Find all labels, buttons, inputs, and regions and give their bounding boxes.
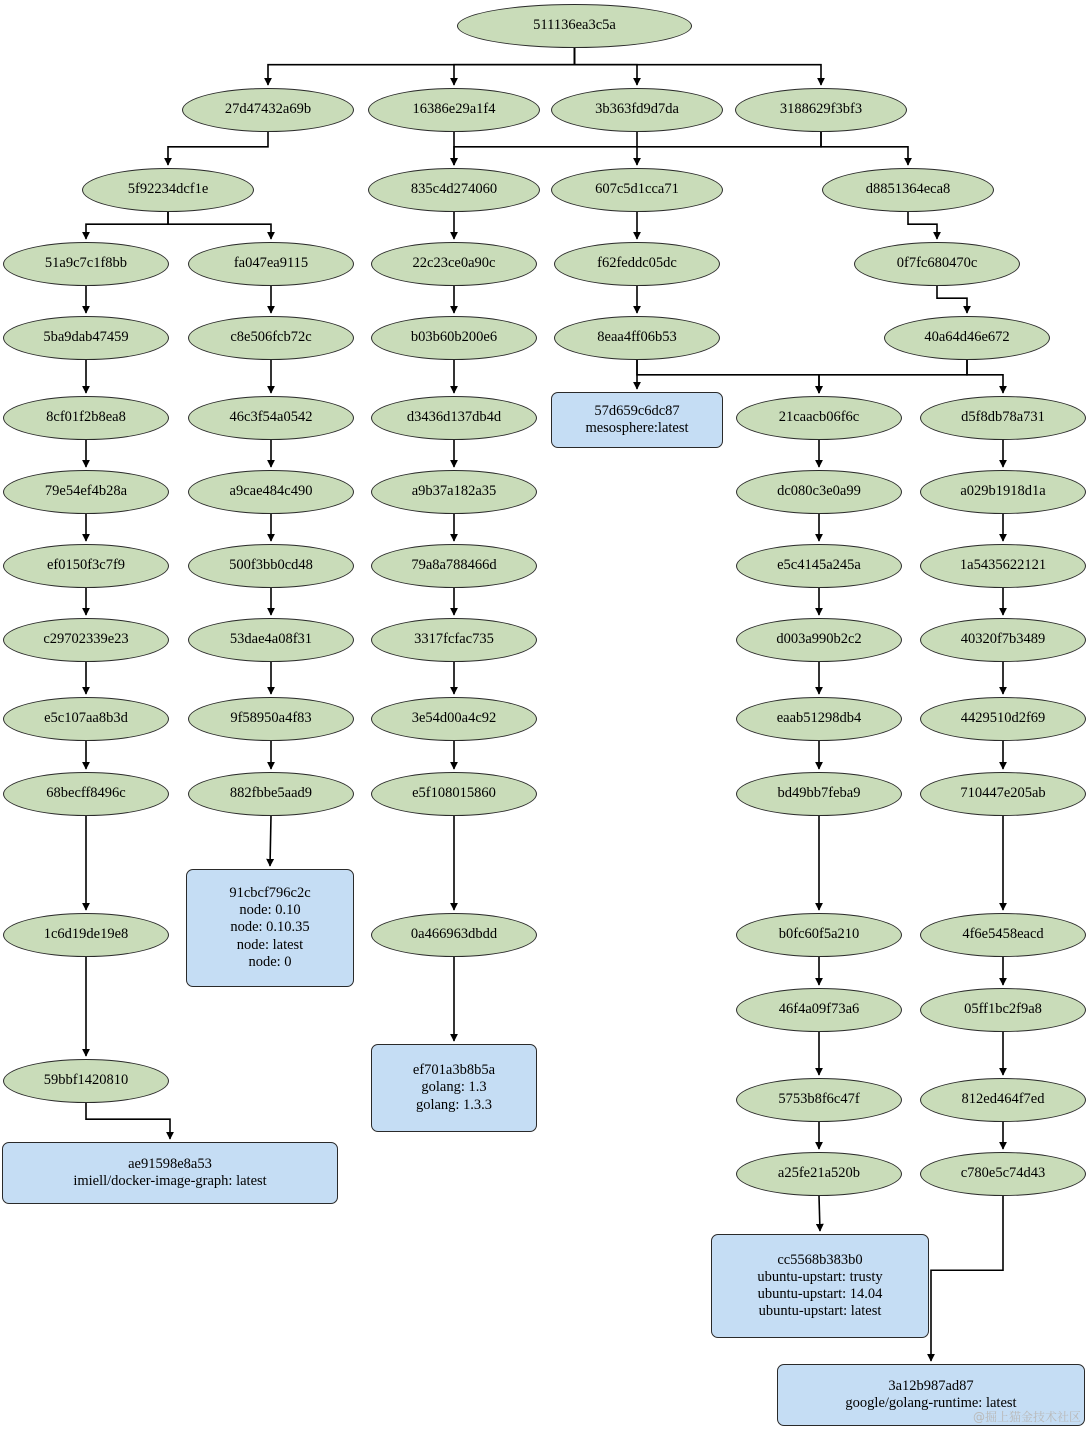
- image-layer-node[interactable]: [371, 544, 537, 588]
- node-id-label: a9cae484c490: [229, 483, 313, 500]
- tagged-image-node[interactable]: [551, 392, 723, 448]
- image-layer-node[interactable]: [3, 618, 169, 662]
- image-layer-node[interactable]: [3, 242, 169, 286]
- image-layer-node[interactable]: [736, 618, 902, 662]
- node-tag-label: ubuntu-upstart: 14.04: [757, 1286, 883, 1302]
- node-tag-label: mesosphere:latest: [585, 420, 689, 436]
- node-id-label: 5753b8f6c47f: [778, 1091, 860, 1108]
- node-tag-label: ubuntu-upstart: trusty: [757, 1268, 883, 1285]
- tagged-image-node[interactable]: [2, 1142, 338, 1204]
- node-id-label: bd49bb7feba9: [777, 785, 861, 802]
- image-layer-node[interactable]: [3, 316, 169, 360]
- image-layer-node[interactable]: [371, 913, 537, 957]
- image-layer-node[interactable]: [3, 697, 169, 741]
- node-id-label: 710447e205ab: [960, 785, 1046, 802]
- node-id-label: 511136ea3c5a: [533, 17, 616, 34]
- node-id-label: 1a5435622121: [959, 557, 1047, 574]
- image-layer-node[interactable]: [920, 772, 1086, 816]
- node-id-label: d5f8db78a731: [961, 409, 1045, 426]
- image-layer-node[interactable]: [736, 988, 902, 1032]
- image-layer-node[interactable]: [371, 396, 537, 440]
- image-layer-node[interactable]: [182, 88, 354, 132]
- node-id-label: c8e506fcb72c: [230, 329, 312, 346]
- image-layer-node[interactable]: [736, 1152, 902, 1196]
- image-layer-node[interactable]: [3, 470, 169, 514]
- node-id-label: 882fbbe5aad9: [229, 785, 313, 802]
- node-id-label: fa047ea9115: [233, 255, 309, 272]
- node-id-label: 68becff8496c: [46, 785, 126, 802]
- node-id-label: 3a12b987ad87: [888, 1377, 974, 1394]
- node-id-label: a25fe21a520b: [777, 1165, 861, 1182]
- image-layer-node[interactable]: [188, 618, 354, 662]
- node-tag-label: golang: 1.3: [421, 1079, 487, 1096]
- node-tag-label: node: 0.10.35: [230, 919, 310, 936]
- node-tag-label: golang: 1.3.3: [415, 1096, 493, 1113]
- node-id-label: 3188629f3bf3: [779, 101, 863, 118]
- node-id-label: d8851364eca8: [865, 181, 951, 198]
- image-layer-node[interactable]: [920, 544, 1086, 588]
- node-id-label: 5f92234dcf1e: [127, 181, 209, 198]
- image-layer-node[interactable]: [884, 316, 1050, 360]
- node-id-label: 607c5d1cca71: [595, 181, 679, 198]
- image-layer-node[interactable]: [368, 168, 540, 212]
- node-id-label: 0f7fc680470c: [896, 255, 978, 272]
- node-id-label: 22c23ce0a90c: [412, 255, 496, 272]
- node-id-label: 3e54d00a4c92: [411, 710, 497, 727]
- image-layer-node[interactable]: [188, 242, 354, 286]
- watermark: @掘上猫金技术社区: [972, 1410, 1081, 1424]
- node-id-label: d3436d137db4d: [406, 409, 502, 426]
- image-layer-node[interactable]: [3, 544, 169, 588]
- node-id-label: c29702339e23: [43, 631, 129, 648]
- node-id-label: 57d659c6dc87: [594, 402, 680, 419]
- node-id-label: e5f108015860: [412, 785, 496, 802]
- image-layer-node[interactable]: [920, 618, 1086, 662]
- image-layer-node[interactable]: [920, 396, 1086, 440]
- node-id-label: c780e5c74d43: [960, 1165, 1046, 1182]
- node-id-label: 53dae4a08f31: [229, 631, 313, 648]
- image-layer-node[interactable]: [920, 913, 1086, 957]
- image-layer-node[interactable]: [371, 242, 537, 286]
- image-layer-node[interactable]: [736, 470, 902, 514]
- node-id-label: 0a466963dbdd: [410, 926, 498, 943]
- node-id-label: b03b60b200e6: [410, 329, 498, 346]
- image-layer-node[interactable]: [188, 470, 354, 514]
- image-layer-node[interactable]: [188, 697, 354, 741]
- image-layer-node[interactable]: [736, 697, 902, 741]
- node-id-label: d003a990b2c2: [776, 631, 862, 648]
- image-layer-node[interactable]: [551, 168, 723, 212]
- node-id-label: 91cbcf796c2c: [229, 885, 311, 902]
- image-layer-node[interactable]: [736, 544, 902, 588]
- node-id-label: ef0150f3c7f9: [46, 557, 126, 574]
- image-layer-node[interactable]: [82, 168, 254, 212]
- image-layer-node[interactable]: [736, 772, 902, 816]
- image-layer-node[interactable]: [920, 697, 1086, 741]
- image-layer-node[interactable]: [736, 1078, 902, 1122]
- node-id-label: e5c107aa8b3d: [44, 710, 128, 727]
- image-layer-node[interactable]: [371, 316, 537, 360]
- image-layer-node[interactable]: [371, 470, 537, 514]
- node-tag-label: node: 0.10: [239, 902, 301, 919]
- image-layer-node[interactable]: [920, 988, 1086, 1032]
- node-id-label: f62feddc05dc: [597, 255, 677, 272]
- image-layer-node[interactable]: [920, 470, 1086, 514]
- node-id-label: eaab51298db4: [776, 710, 862, 727]
- node-id-label: 16386e29a1f4: [412, 101, 496, 118]
- node-id-label: a9b37a182a35: [411, 483, 497, 500]
- node-id-label: 21caacb06f6c: [778, 409, 860, 426]
- image-layer-node[interactable]: [188, 772, 354, 816]
- node-tag-label: node: 0: [248, 953, 292, 970]
- node-id-label: 9f58950a4f83: [230, 710, 312, 727]
- node-id-label: 46c3f54a0542: [229, 409, 313, 426]
- image-layer-node[interactable]: [3, 396, 169, 440]
- image-layer-node[interactable]: [551, 88, 723, 132]
- image-layer-node[interactable]: [3, 913, 169, 957]
- tagged-image-node[interactable]: [711, 1234, 929, 1338]
- tagged-image-node[interactable]: [371, 1044, 537, 1132]
- image-layer-node[interactable]: [3, 1059, 169, 1103]
- node-id-label: 8cf01f2b8ea8: [46, 409, 126, 426]
- node-tag-label: node: latest: [236, 936, 304, 953]
- node-tag-label: ubuntu-upstart: latest: [758, 1303, 882, 1320]
- node-id-label: 40a64d46e672: [924, 329, 1010, 346]
- node-id-label: e5c4145a245a: [777, 557, 861, 574]
- node-id-label: 4f6e5458eacd: [962, 926, 1044, 943]
- node-id-label: dc080c3e0a99: [777, 483, 861, 500]
- image-layer-node[interactable]: [371, 772, 537, 816]
- image-layer-node[interactable]: [3, 772, 169, 816]
- image-layer-node[interactable]: [854, 242, 1020, 286]
- image-layer-node[interactable]: [371, 697, 537, 741]
- node-id-label: 3b363fd9d7da: [595, 101, 679, 118]
- node-id-label: b0fc60f5a210: [778, 926, 860, 943]
- node-tag-label: google/golang-runtime: latest: [845, 1395, 1017, 1411]
- node-id-label: ae91598e8a53: [128, 1155, 212, 1172]
- image-layer-node[interactable]: [920, 1078, 1086, 1122]
- node-id-label: 79a8a788466d: [411, 557, 497, 574]
- tagged-image-node[interactable]: [186, 869, 354, 987]
- image-layer-node[interactable]: [920, 1152, 1086, 1196]
- image-layer-node[interactable]: [554, 316, 720, 360]
- image-layer-node[interactable]: [735, 88, 907, 132]
- node-tag-label: imiell/docker-image-graph: latest: [73, 1173, 267, 1189]
- node-id-label: 835c4d274060: [410, 181, 498, 198]
- node-id-label: 5ba9dab47459: [43, 329, 129, 346]
- node-id-label: 4429510d2f69: [960, 710, 1046, 727]
- node-id-label: 51a9c7c1f8bb: [44, 255, 128, 272]
- node-id-label: ef701a3b8b5a: [412, 1062, 496, 1079]
- image-layer-node[interactable]: [457, 4, 692, 48]
- node-id-label: 40320f7b3489: [960, 631, 1046, 648]
- image-layer-node[interactable]: [188, 316, 354, 360]
- node-id-label: cc5568b383b0: [777, 1251, 863, 1268]
- node-id-label: 8eaa4ff06b53: [597, 329, 677, 346]
- image-layer-node[interactable]: [736, 396, 902, 440]
- node-id-label: a029b1918d1a: [960, 483, 1046, 500]
- node-id-label: 79e54ef4b28a: [44, 483, 128, 500]
- image-layer-node[interactable]: [368, 88, 540, 132]
- image-layer-node[interactable]: [554, 242, 720, 286]
- image-layer-node[interactable]: [371, 618, 537, 662]
- node-id-label: 1c6d19de19e8: [43, 926, 129, 943]
- node-id-label: 500f3bb0cd48: [229, 557, 313, 574]
- image-layer-node[interactable]: [822, 168, 994, 212]
- node-id-label: 27d47432a69b: [224, 101, 312, 118]
- node-id-label: 59bbf1420810: [43, 1072, 129, 1089]
- node-id-label: 812ed464f7ed: [961, 1091, 1045, 1108]
- image-layer-node[interactable]: [188, 544, 354, 588]
- node-id-label: 3317fcfac735: [414, 631, 494, 648]
- node-id-label: 05ff1bc2f9a8: [964, 1001, 1042, 1018]
- node-id-label: 46f4a09f73a6: [778, 1001, 860, 1018]
- image-layer-node[interactable]: [736, 913, 902, 957]
- image-layer-node[interactable]: [188, 396, 354, 440]
